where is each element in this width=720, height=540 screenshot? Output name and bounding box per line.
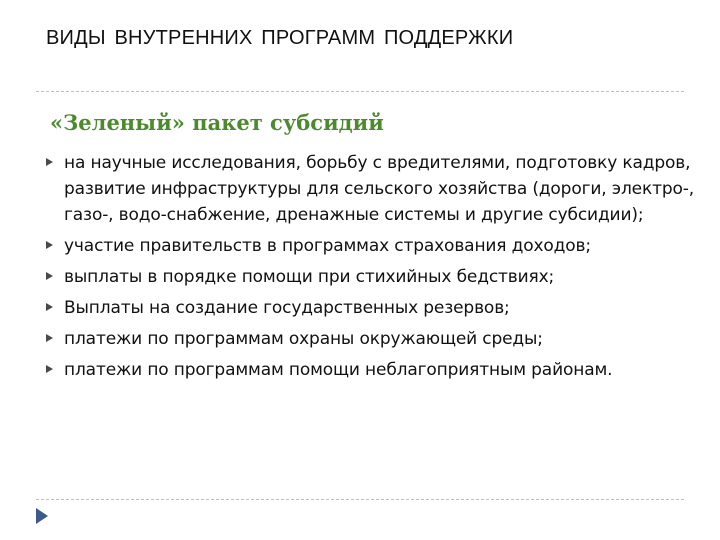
bottom-divider bbox=[36, 499, 684, 500]
slide-subtitle: «Зеленый» пакет субсидий bbox=[50, 110, 384, 135]
bullet-text: на научные исследования, борьбу с вредителями, подготовку кадров, развитие инфраструктуры для сельского хозяйства (дороги, электро-, газо-, водо-снабжение, дренажные системы и другие субсидии); bbox=[64, 153, 694, 225]
triangle-right-icon bbox=[46, 272, 53, 280]
slide-title: ВИДЫ ВНУТРЕННИХ ПРОГРАММ ПОДДЕРЖКИ bbox=[46, 27, 514, 49]
bullet-text: платежи по программам помощи неблагоприятным районам. bbox=[64, 360, 613, 380]
bullet-item bbox=[44, 326, 694, 352]
triangle-right-icon bbox=[46, 303, 53, 311]
triangle-right-icon bbox=[46, 334, 53, 342]
bullet-item bbox=[44, 295, 694, 321]
next-slide-arrow-icon[interactable] bbox=[36, 508, 48, 524]
triangle-right-icon bbox=[46, 158, 53, 166]
bullet-item bbox=[44, 357, 694, 383]
top-divider bbox=[36, 91, 684, 92]
bullet-item bbox=[44, 264, 694, 290]
triangle-right-icon bbox=[46, 365, 53, 373]
bullet-text: выплаты в порядке помощи при стихийных бедствиях; bbox=[64, 267, 555, 287]
bullet-item bbox=[44, 233, 694, 259]
bullet-text: участие правительств в программах страхования доходов; bbox=[64, 236, 591, 256]
bullet-item bbox=[44, 150, 694, 228]
bullet-text: платежи по программам охраны окружающей среды; bbox=[64, 329, 543, 349]
bullet-text: Выплаты на создание государственных резервов; bbox=[64, 298, 510, 318]
triangle-right-icon bbox=[46, 241, 53, 249]
bullet-list bbox=[44, 150, 694, 388]
